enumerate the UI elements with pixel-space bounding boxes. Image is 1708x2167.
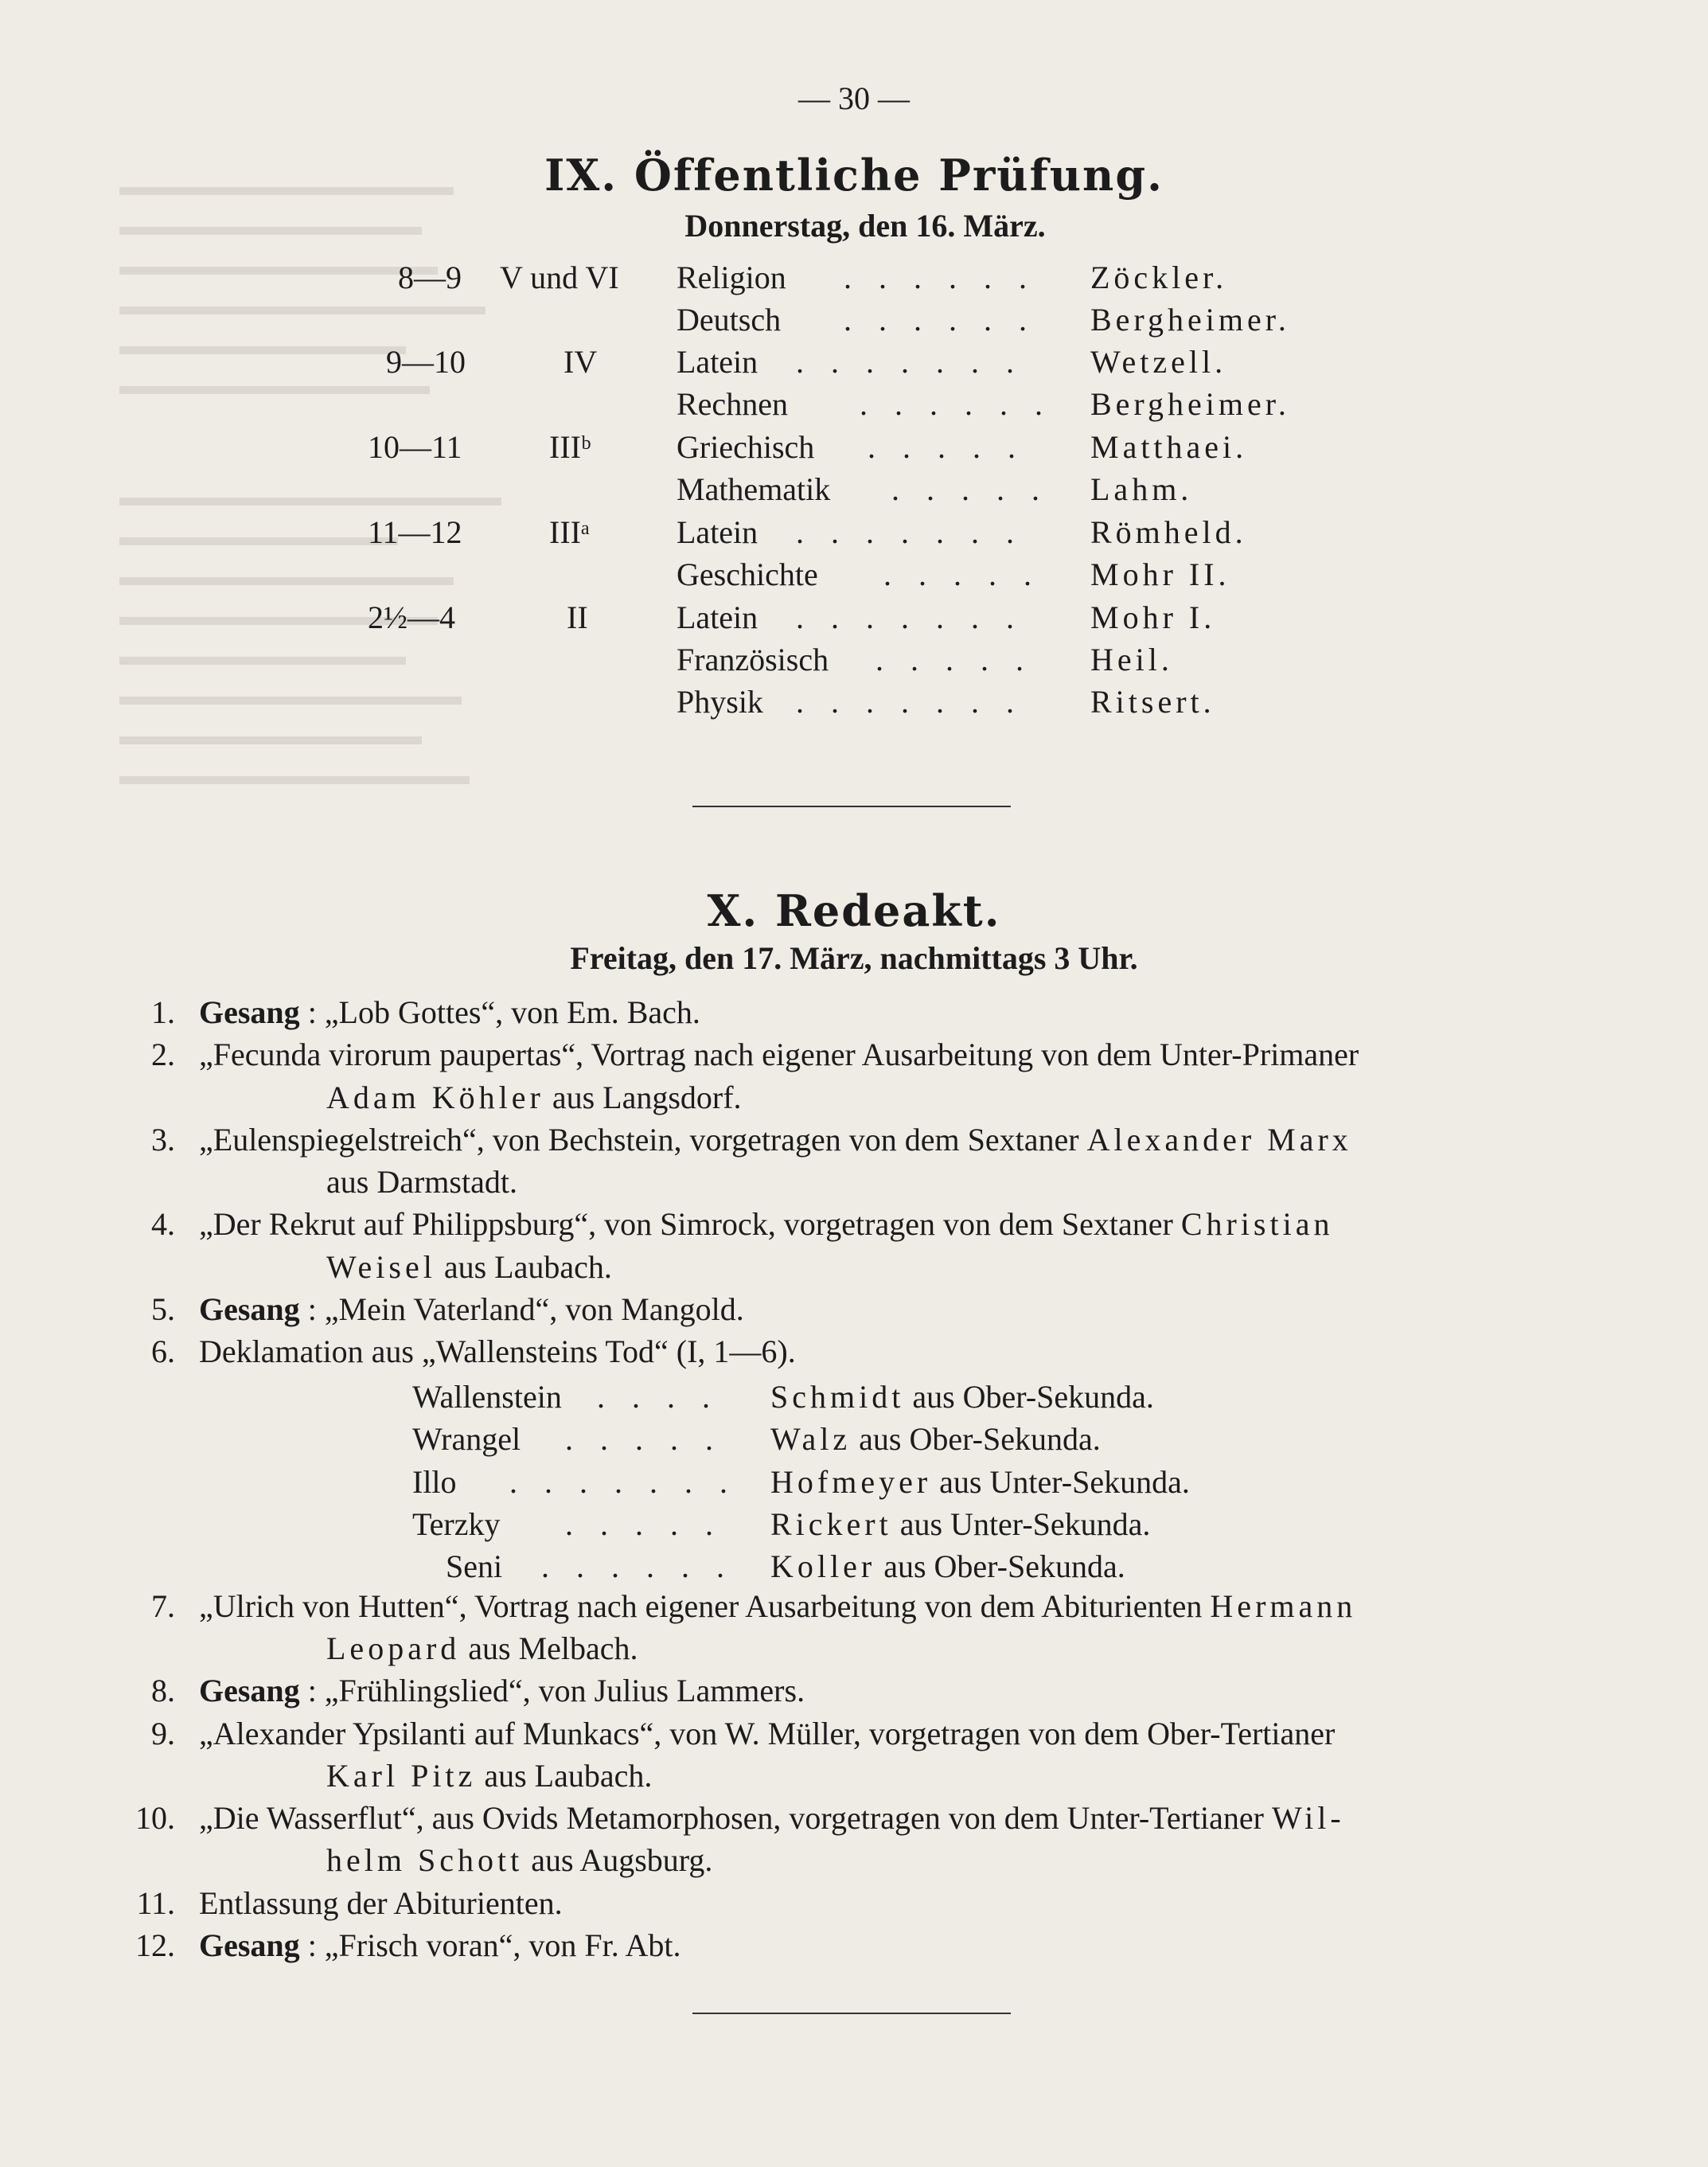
performer-name: Schmidt xyxy=(770,1379,905,1415)
leader-dots: . . . . . xyxy=(883,556,1041,592)
list-item xyxy=(119,1882,1581,1924)
performer-name: helm Schott xyxy=(326,1842,524,1879)
list-item xyxy=(119,1585,1581,1670)
subject: Religion xyxy=(677,260,786,295)
leader-dots: . . . . . xyxy=(891,471,1049,507)
time: 11—12 xyxy=(368,514,462,550)
role: Seni xyxy=(446,1548,503,1584)
item-number: 6. xyxy=(151,1333,175,1370)
item-text: : „Lob Gottes“, von Em. Bach. xyxy=(299,994,700,1030)
item-number: 10. xyxy=(135,1800,175,1837)
subject: Französisch xyxy=(677,642,829,677)
item-number: 11. xyxy=(136,1884,175,1921)
list-item xyxy=(119,1288,1581,1330)
gesang-label: Gesang xyxy=(199,1291,300,1328)
performer-name: Adam Köhler xyxy=(326,1079,544,1115)
teacher: Bergheimer. xyxy=(1090,302,1290,338)
item-text: Entlassung der Abiturienten. xyxy=(199,1884,563,1921)
cast-class: aus Unter-Sekunda. xyxy=(931,1464,1190,1500)
subject: Physik xyxy=(677,684,763,720)
divider-rule xyxy=(692,806,1011,807)
cast-class: aus Ober-Sekunda. xyxy=(851,1421,1101,1457)
teacher: Heil. xyxy=(1090,642,1173,677)
subject: Mathematik xyxy=(677,471,831,507)
leader-dots: . . . . . xyxy=(875,642,1033,677)
time: 2½—4 xyxy=(368,599,455,635)
item-text: „Die Wasserflut“, aus Ovids Metamorphosen, vorgetragen von dem Unter-Tertianer xyxy=(199,1800,1272,1837)
list-item xyxy=(119,1330,1581,1372)
section-title-ix: IX. Öffentliche Prüfung. xyxy=(544,150,1164,201)
item-text: aus Darmstadt. xyxy=(326,1164,517,1201)
subject: Rechnen xyxy=(677,386,788,422)
teacher: Römheld. xyxy=(1090,514,1247,550)
list-item xyxy=(119,1033,1581,1119)
list-item xyxy=(119,1797,1581,1882)
list-item xyxy=(119,1669,1581,1712)
leader-dots: . . . . . . xyxy=(860,386,1052,422)
time: 10—11 xyxy=(368,429,462,465)
teacher: Bergheimer. xyxy=(1090,386,1290,422)
performer-name: Christian xyxy=(1180,1206,1334,1243)
subject: Latein xyxy=(677,344,758,380)
item-number: 1. xyxy=(151,994,175,1030)
item-number: 2. xyxy=(151,1037,175,1073)
subject: Griechisch xyxy=(677,429,815,465)
list-item xyxy=(119,1924,1581,1966)
list-item xyxy=(119,1119,1581,1204)
performer-name: Weisel xyxy=(326,1248,436,1285)
item-number: 8. xyxy=(151,1673,175,1709)
list-item xyxy=(119,1712,1581,1798)
performer-name: Koller xyxy=(770,1548,876,1584)
leader-dots: . . . . . . xyxy=(541,1548,734,1584)
leader-dots: . . . . . xyxy=(565,1506,723,1542)
cast-class: aus Unter-Sekunda. xyxy=(891,1506,1151,1542)
teacher: Matthaei. xyxy=(1090,429,1248,465)
item-text: „Eulenspiegelstreich“, von Bechstein, vorgetragen von dem Sextaner xyxy=(199,1121,1087,1158)
section-title-x: X. Redeakt. xyxy=(707,885,1001,936)
gesang-label: Gesang xyxy=(199,1673,300,1709)
role: Wrangel xyxy=(412,1421,521,1457)
item-text: aus Laubach. xyxy=(476,1757,653,1794)
leader-dots: . . . . . . . xyxy=(796,514,1024,550)
item-number: 4. xyxy=(151,1206,175,1243)
bleed-lines xyxy=(119,183,565,900)
performer-name: Hofmeyer xyxy=(770,1464,932,1500)
role: Terzky xyxy=(412,1506,501,1542)
performer-name: Wil- xyxy=(1271,1800,1345,1837)
item-text: Deklamation aus „Wallensteins Tod“ (I, 1—6). xyxy=(199,1333,796,1370)
item-text: : „Frühlingslied“, von Julius Lammers. xyxy=(299,1673,805,1709)
time: 8—9 xyxy=(398,260,462,295)
item-text: „Ulrich von Hutten“, Vortrag nach eigener Ausarbeitung von dem Abiturienten xyxy=(199,1587,1211,1624)
page-number: — 30 — xyxy=(798,80,910,116)
item-number: 3. xyxy=(151,1121,175,1158)
list-item xyxy=(119,1203,1581,1288)
teacher: Mohr I. xyxy=(1090,599,1216,635)
show-through-decoration xyxy=(119,183,565,900)
teacher: Zöckler. xyxy=(1090,260,1228,295)
teacher: Lahm. xyxy=(1090,471,1193,507)
teacher: Wetzell. xyxy=(1090,344,1227,380)
list-item xyxy=(119,991,1581,1033)
role: Wallenstein xyxy=(412,1379,562,1415)
performer-name: Karl Pitz xyxy=(326,1757,477,1794)
leader-dots: . . . . . xyxy=(565,1421,723,1457)
leader-dots: . . . . . . . xyxy=(796,599,1024,635)
item-text: aus Augsburg. xyxy=(523,1842,713,1879)
performer-name: Walz xyxy=(770,1421,852,1457)
item-text: aus Langsdorf. xyxy=(544,1079,742,1115)
subject: Latein xyxy=(677,599,758,635)
leader-dots: . . . . . . . xyxy=(509,1464,737,1500)
class: V und VI xyxy=(500,260,619,295)
item-text: aus Melbach. xyxy=(460,1630,638,1666)
divider-rule-bottom xyxy=(692,2013,1011,2014)
gesang-label: Gesang xyxy=(199,1927,300,1964)
item-text: „Alexander Ypsilanti auf Munkacs“, von W. Müller, vorgetragen von dem Ober-Tertianer xyxy=(199,1715,1336,1751)
section-date-x: Freitag, den 17. März, nachmittags 3 Uhr. xyxy=(570,940,1138,976)
cast-class: aus Ober-Sekunda. xyxy=(875,1548,1125,1584)
item-number: 9. xyxy=(151,1715,175,1751)
item-number: 7. xyxy=(151,1587,175,1624)
item-text: aus Laubach. xyxy=(435,1248,612,1285)
leader-dots: . . . . xyxy=(597,1379,719,1415)
leader-dots: . . . . . . xyxy=(844,302,1036,338)
leader-dots: . . . . . . xyxy=(844,260,1036,295)
performer-name: Leopard xyxy=(326,1630,461,1666)
performer-name: Alexander Marx xyxy=(1086,1121,1352,1158)
class: II xyxy=(567,599,588,635)
item-number: 12. xyxy=(135,1927,175,1964)
section-date-ix: Donnerstag, den 16. März. xyxy=(684,208,1046,244)
item-number: 5. xyxy=(151,1291,175,1328)
item-text: „Fecunda virorum paupertas“, Vortrag nach eigener Ausarbeitung von dem Unter-Primaner xyxy=(199,1037,1359,1073)
gesang-label: Gesang xyxy=(199,994,300,1030)
leader-dots: . . . . . . . xyxy=(796,344,1024,380)
item-text: „Der Rekrut auf Philippsburg“, von Simrock, vorgetragen von dem Sextaner xyxy=(199,1206,1181,1243)
performer-name: Rickert xyxy=(770,1506,892,1542)
class: IIIᵃ xyxy=(549,514,590,550)
subject: Deutsch xyxy=(677,302,782,338)
role: Illo xyxy=(412,1464,457,1500)
subject: Latein xyxy=(677,514,758,550)
performer-name: Hermann xyxy=(1210,1587,1357,1624)
item-text: : „Frisch voran“, von Fr. Abt. xyxy=(299,1927,681,1964)
class: IIIᵇ xyxy=(549,429,591,465)
class: IV xyxy=(563,344,598,380)
teacher: Ritsert. xyxy=(1090,684,1215,720)
item-text: : „Mein Vaterland“, von Mangold. xyxy=(299,1291,744,1328)
cast-class: aus Ober-Sekunda. xyxy=(904,1379,1154,1415)
leader-dots: . . . . . xyxy=(868,429,1025,465)
subject: Geschichte xyxy=(677,556,818,592)
teacher: Mohr II. xyxy=(1090,556,1230,592)
time: 9—10 xyxy=(386,344,466,380)
leader-dots: . . . . . . . xyxy=(796,684,1024,720)
